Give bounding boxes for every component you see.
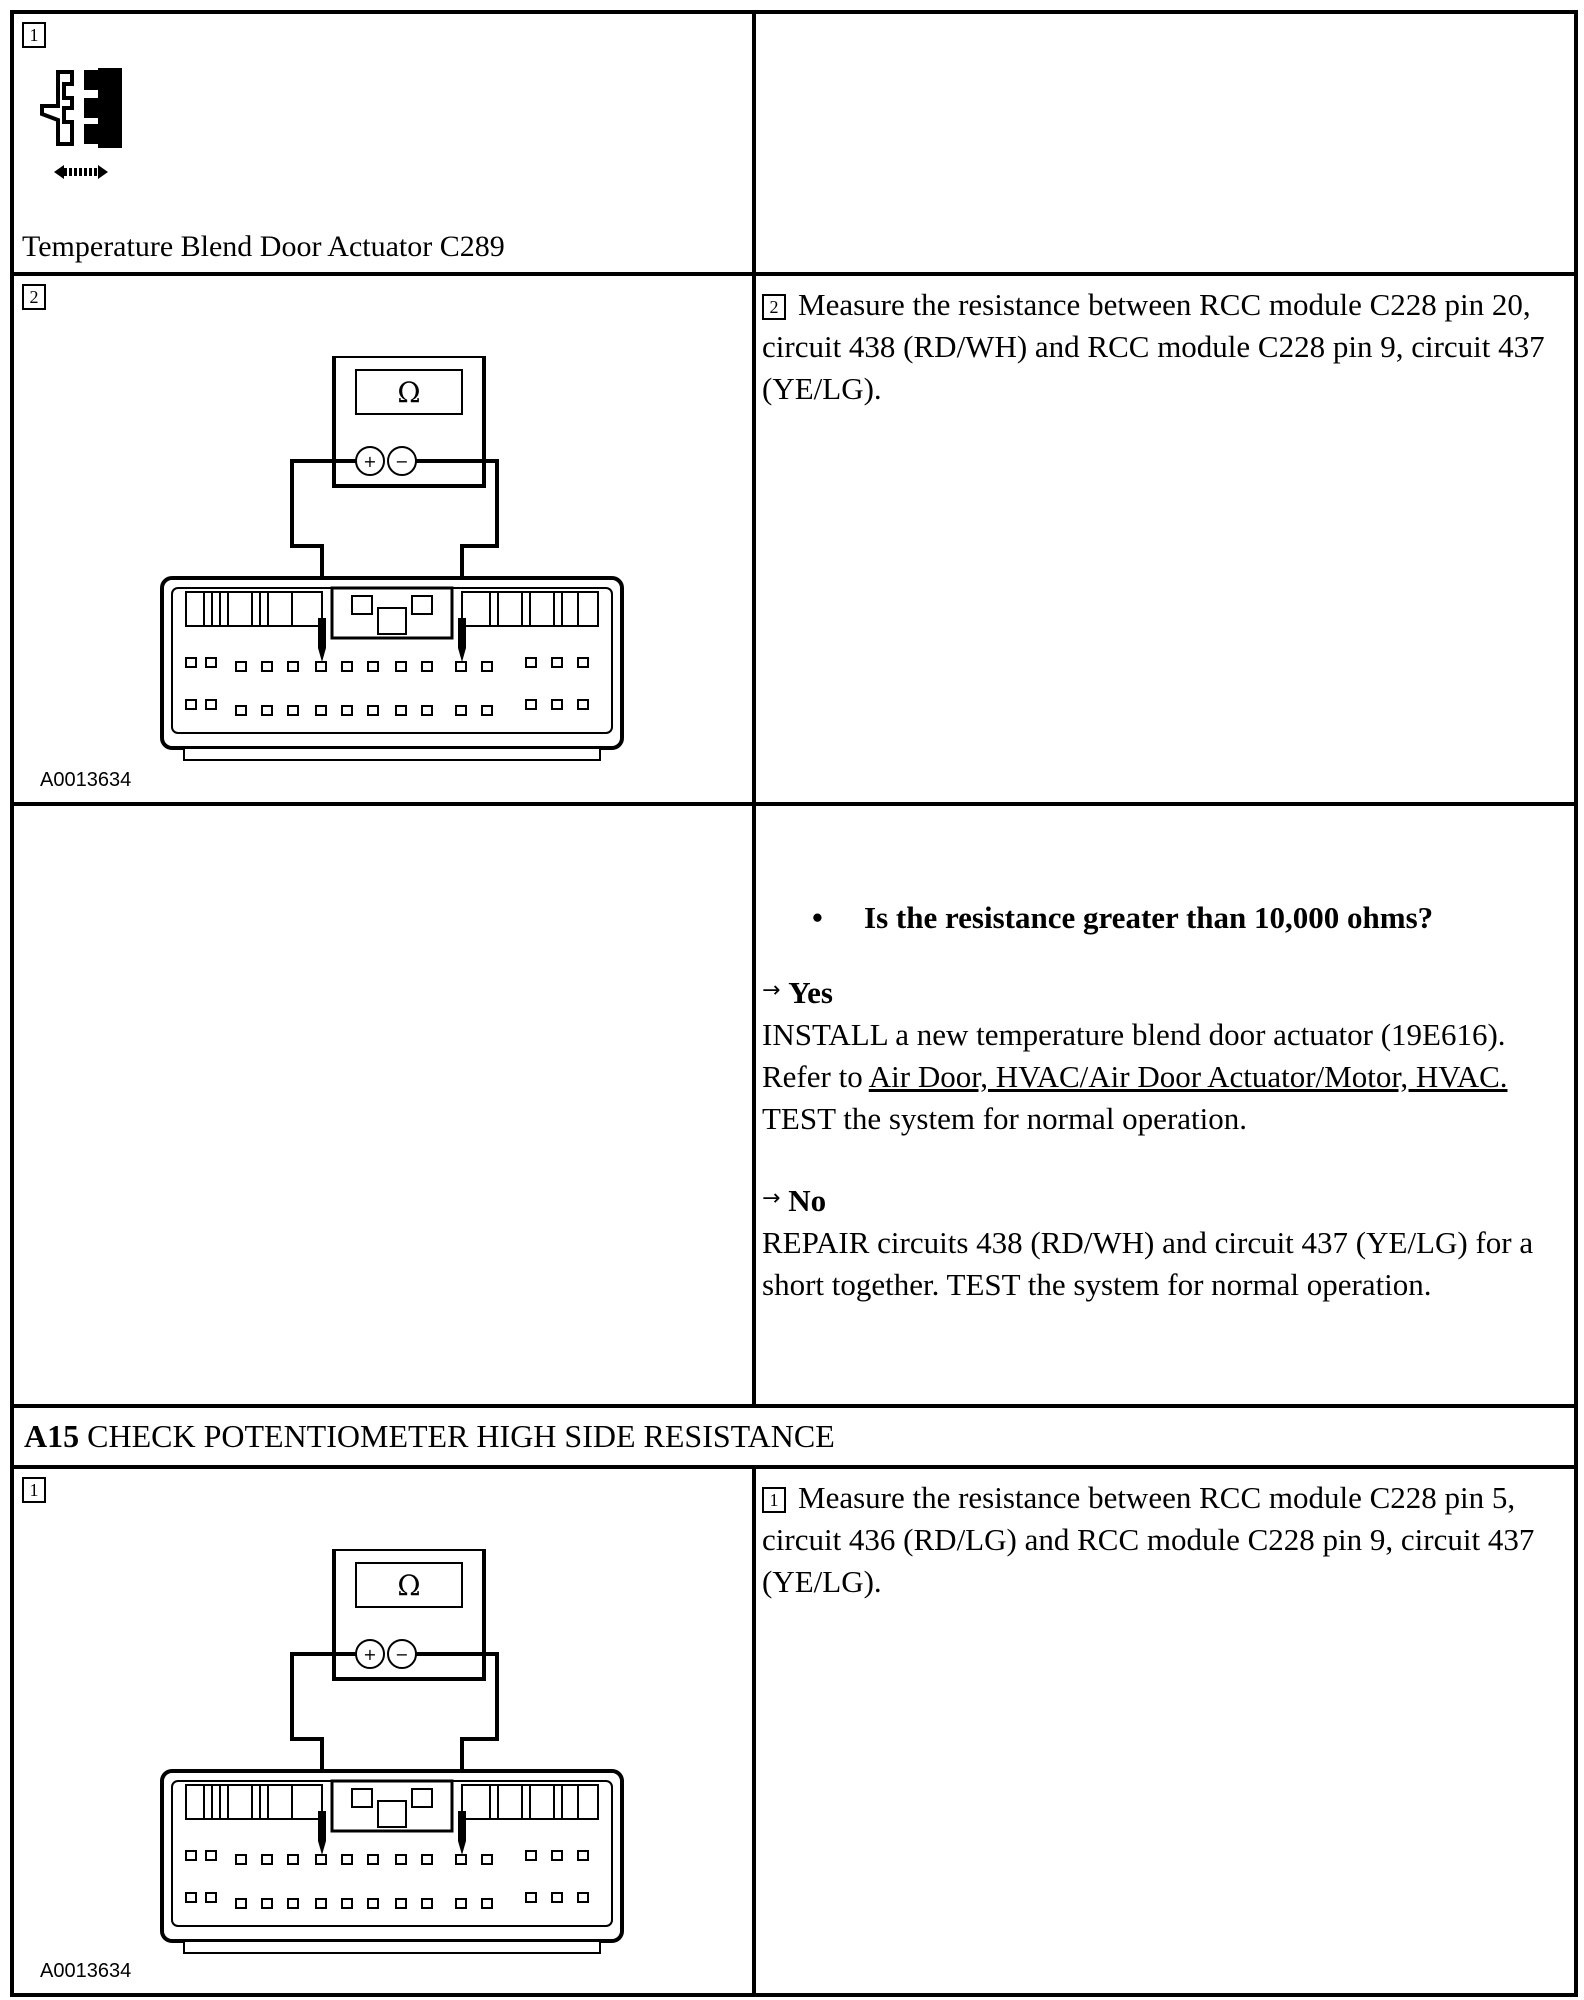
minus-terminal: −	[395, 1645, 409, 1664]
instruction-body: Measure the resistance between RCC module C228 pin 20, circuit 438 (RD/WH) and RCC module C228 pin 9, circuit 437 (YE/LG).	[762, 287, 1545, 406]
empty-cell	[12, 804, 754, 1406]
ohmmeter-diagram	[142, 1549, 642, 1969]
decision-cell	[754, 804, 1576, 1406]
yes-text-2: TEST the system for normal operation.	[762, 1101, 1247, 1136]
table-row	[12, 274, 1576, 804]
arrow-right-icon: →	[762, 1186, 781, 1211]
instruction-text	[756, 276, 1574, 410]
table-row	[12, 1467, 1576, 1995]
instruction-text	[756, 1469, 1574, 1603]
bullet: •	[812, 900, 823, 935]
yes-answer	[756, 970, 1574, 1140]
step-number: 1	[22, 22, 46, 48]
diagram-cell	[12, 1467, 754, 1995]
connector-cell	[12, 12, 754, 274]
minus-terminal: −	[395, 452, 409, 471]
yes-label: Yes	[788, 975, 833, 1010]
connector-caption: Temperature Blend Door Actuator C289	[22, 230, 505, 263]
table-row	[12, 804, 1576, 1406]
section-id: A15	[24, 1418, 80, 1454]
figure-code: A0013634	[40, 1960, 132, 1982]
hvac-reference-link[interactable]: Air Door, HVAC/Air Door Actuator/Motor, HVAC.	[868, 1059, 1508, 1094]
diagram-cell	[12, 274, 754, 804]
plus-terminal: +	[363, 1645, 377, 1664]
ohmmeter-diagram	[142, 356, 642, 776]
yes-text: INSTALL a new temperature blend door actuator (19E616). Refer to	[762, 1017, 1506, 1094]
section-title: CHECK POTENTIOMETER HIGH SIDE RESISTANCE	[87, 1418, 835, 1454]
instruction-body: Measure the resistance between RCC module C228 pin 5, circuit 436 (RD/LG) and RCC module C228 pin 9, circuit 437 (YE/LG).	[762, 1480, 1535, 1599]
step-number: 1	[22, 1477, 46, 1503]
instruction-cell	[754, 274, 1576, 804]
ohm-symbol: Ω	[397, 1569, 421, 1602]
instruction-number: 2	[762, 294, 786, 320]
instruction-number: 1	[762, 1487, 786, 1513]
figure-code: A0013634	[40, 769, 132, 791]
table-row	[12, 1406, 1576, 1467]
empty-cell	[754, 12, 1576, 274]
arrow-right-icon: →	[762, 978, 781, 1003]
procedure-table	[10, 10, 1578, 1997]
no-text: REPAIR circuits 438 (RD/WH) and circuit 437 (YE/LG) for a short together. TEST the system for normal operation.	[762, 1225, 1534, 1302]
table-row	[12, 12, 1576, 274]
no-label: No	[788, 1183, 827, 1218]
connector-icon	[24, 64, 134, 189]
ohm-symbol: Ω	[397, 376, 421, 409]
no-answer	[756, 1178, 1574, 1306]
instruction-cell	[754, 1467, 1576, 1995]
decision-question: • Is the resistance greater than 10,000 ohms?	[812, 900, 1434, 935]
plus-terminal: +	[363, 452, 377, 471]
step-number: 2	[22, 284, 46, 310]
section-header	[12, 1406, 1576, 1467]
